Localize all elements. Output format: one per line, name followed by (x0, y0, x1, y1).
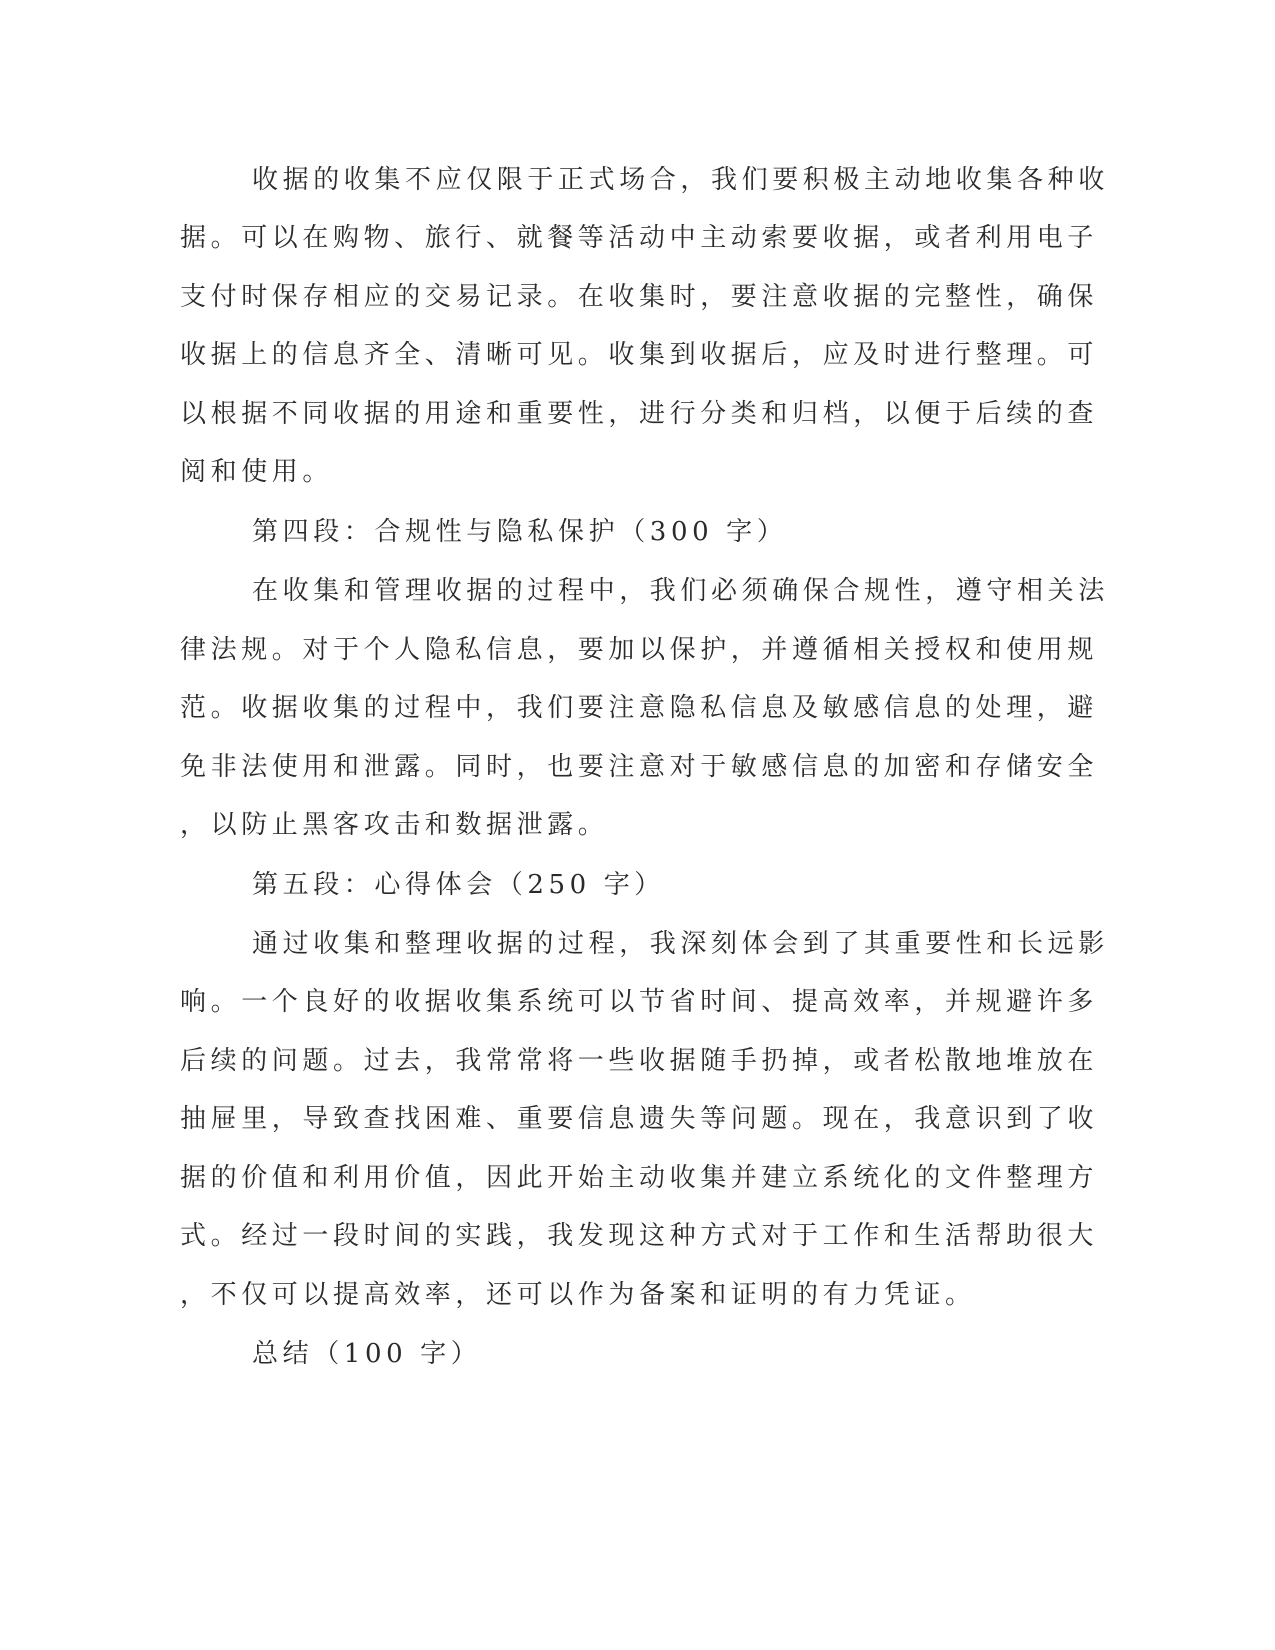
paragraph-line: 响。一个良好的收据收集系统可以节省时间、提高效率，并规避许多 (180, 987, 1099, 1017)
paragraph-line: 据的价值和利用价值，因此开始主动收集并建立系统化的文件整理方 (180, 1163, 1099, 1193)
paragraph-line: 律法规。对于个人隐私信息，要加以保护，并遵循相关授权和使用规 (180, 635, 1099, 665)
paragraph-line: ，以防止黑客攻击和数据泄露。 (180, 810, 609, 840)
paragraph-line: ，不仅可以提高效率，还可以作为备案和证明的有力凭证。 (180, 1280, 976, 1310)
paragraph-line: 式。经过一段时间的实践，我发现这种方式对于工作和生活帮助很大 (180, 1221, 1099, 1251)
section-heading: 总结（100 字） (252, 1339, 482, 1369)
paragraph-line: 支付时保存相应的交易记录。在收集时，要注意收据的完整性，确保 (180, 282, 1099, 312)
paragraph-line: 收据上的信息齐全、清晰可见。收集到收据后，应及时进行整理。可 (180, 340, 1099, 370)
paragraph-line: 免非法使用和泄露。同时，也要注意对于敏感信息的加密和存储安全 (180, 752, 1099, 782)
paragraph-line: 后续的问题。过去，我常常将一些收据随手扔掉，或者松散地堆放在 (180, 1046, 1099, 1076)
paragraph-line: 以根据不同收据的用途和重要性，进行分类和归档，以便于后续的查 (180, 399, 1099, 429)
paragraph-line: 在收集和管理收据的过程中，我们必须确保合规性，遵守相关法 (252, 576, 1109, 606)
paragraph-line: 通过收集和整理收据的过程，我深刻体会到了其重要性和长远影 (252, 929, 1109, 959)
paragraph-line: 抽屉里，导致查找困难、重要信息遗失等问题。现在，我意识到了收 (180, 1104, 1099, 1134)
paragraph-line: 范。收据收集的过程中，我们要注意隐私信息及敏感信息的处理，避 (180, 693, 1099, 723)
section-heading: 第四段：合规性与隐私保护（300 字） (252, 517, 788, 547)
section-heading: 第五段：心得体会（250 字） (252, 870, 665, 900)
paragraph-line: 阅和使用。 (180, 457, 334, 487)
paragraph-line: 收据的收集不应仅限于正式场合，我们要积极主动地收集各种收 (252, 165, 1109, 195)
paragraph-line: 据。可以在购物、旅行、就餐等活动中主动索要收据，或者利用电子 (180, 223, 1099, 253)
